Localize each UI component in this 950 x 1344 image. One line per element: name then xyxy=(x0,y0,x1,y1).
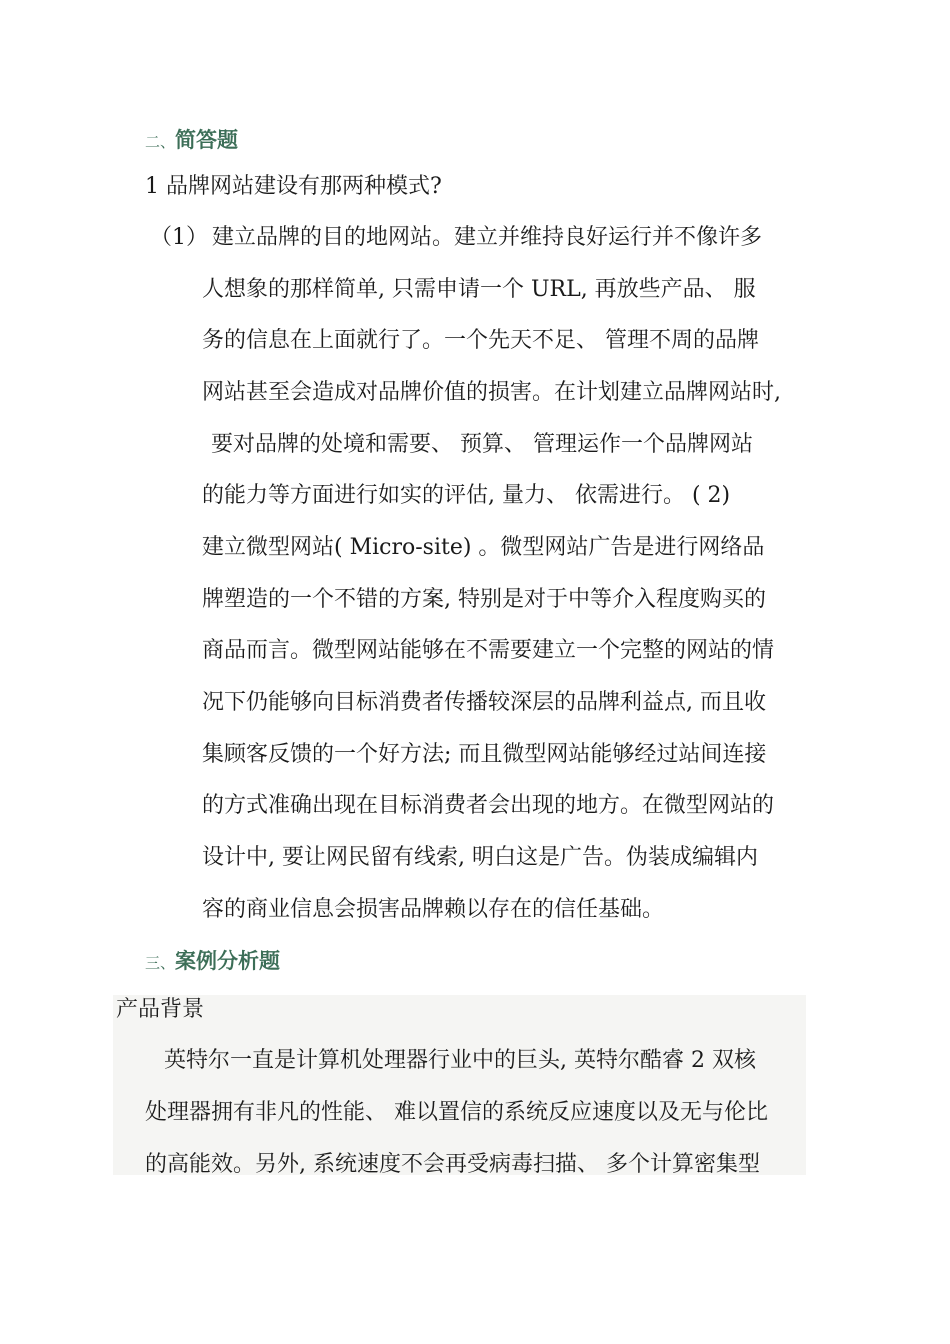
answer-line: 建立微型网站( Micro-site) 。微型网站广告是进行网络品 xyxy=(202,535,765,560)
section-number: 三、 xyxy=(145,954,176,972)
answer-label: （1） xyxy=(150,225,208,250)
section-title: 简答题 xyxy=(175,128,239,152)
section-title: 案例分析题 xyxy=(175,949,281,973)
answer-line: 网站甚至会造成对品牌价值的损害。在计划建立品牌网站时, xyxy=(202,380,781,405)
question-1: 1 品牌网站建设有那两种模式? xyxy=(145,174,442,199)
answer-line: 要对品牌的处境和需要、 预算、 管理运作一个品牌网站 xyxy=(204,432,753,457)
case-subtitle: 产品背景 xyxy=(116,997,205,1022)
answer-line: 人想象的那样简单, 只需申请一个 URL, 再放些产品、 服 xyxy=(202,277,756,302)
answer-line: 况下仍能够向目标消费者传播较深层的品牌利益点, 而且收 xyxy=(202,690,766,715)
case-line: 的高能效。另外, 系统速度不会再受病毒扫描、 多个计算密集型 xyxy=(145,1152,760,1177)
answer-line: 容的商业信息会损害品牌赖以存在的信任基础。 xyxy=(202,897,665,922)
answer-line: 设计中, 要让网民留有线索, 明白这是广告。伪装成编辑内 xyxy=(202,845,758,870)
case-background-shading xyxy=(113,995,806,1175)
answer-line: 商品而言。微型网站能够在不需要建立一个完整的网站的情 xyxy=(202,638,775,663)
case-line: 英特尔一直是计算机处理器行业中的巨头, 英特尔酷睿 2 双核 xyxy=(164,1048,756,1073)
answer-line: 集顾客反馈的一个好方法; 而且微型网站能够经过站间连接 xyxy=(202,742,767,767)
section-heading-short-answer xyxy=(145,124,238,154)
answer-line: 的方式准确出现在目标消费者会出现的地方。在微型网站的 xyxy=(202,793,775,818)
case-line: 处理器拥有非凡的性能、 难以置信的系统反应速度以及无与伦比 xyxy=(145,1100,768,1125)
section-number: 二、 xyxy=(145,133,176,151)
answer-line: 的能力等方面进行如实的评估, 量力、 依需进行。 ( 2) xyxy=(202,483,731,508)
answer-line: 务的信息在上面就行了。一个先天不足、 管理不周的品牌 xyxy=(202,328,759,353)
answer-line: 牌塑造的一个不错的方案, 特别是对于中等介入程度购买的 xyxy=(202,587,766,612)
section-heading-case-analysis xyxy=(145,945,280,975)
answer-line: 建立品牌的目的地网站。建立并维持良好运行并不像许多 xyxy=(212,225,763,250)
